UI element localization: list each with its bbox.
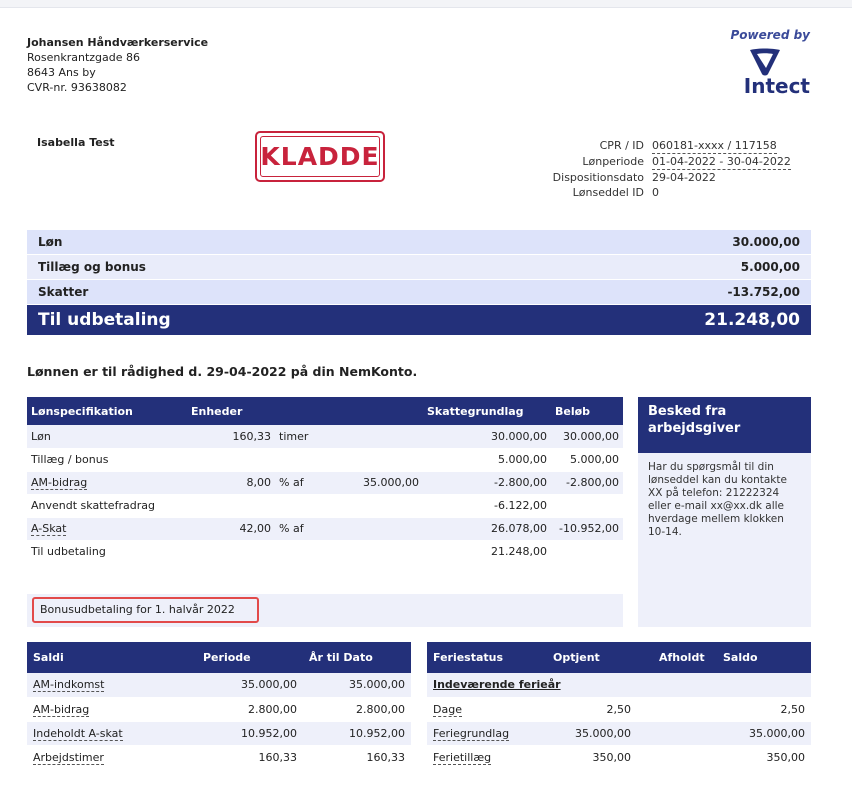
salary-specification-table xyxy=(27,397,623,564)
table-row: Løn 160,33 timer 30.000,00 30.000,00 xyxy=(27,425,623,448)
table-row: Arbejdstimer 160,33 160,33 xyxy=(27,745,411,769)
meta-row-cpr: CPR / ID 060181-xxxx / 117158 xyxy=(599,139,777,152)
saldi-header-period: Periode xyxy=(197,642,303,673)
brand-name: Intect xyxy=(743,74,810,98)
ferie-days-link[interactable]: Dage xyxy=(427,697,547,721)
ferie-header-taken: Afholdt xyxy=(637,642,717,673)
meta-row-period: Lønperiode 01-04-2022 - 30-04-2022 xyxy=(582,155,791,168)
saldi-header-ytd: År til Dato xyxy=(303,642,411,673)
payslip-meta xyxy=(530,138,791,200)
company-address xyxy=(27,35,208,95)
company-street: Rosenkrantzgade 86 xyxy=(27,51,141,64)
spec-header-units: Enheder xyxy=(187,397,275,425)
am-bidrag-link[interactable]: AM-bidrag xyxy=(27,471,187,494)
intect-logo-icon xyxy=(748,46,782,76)
saldi-header-label: Saldi xyxy=(27,642,197,673)
employer-message-panel xyxy=(638,397,811,627)
employee-name: Isabella Test xyxy=(37,136,115,149)
saldi-table xyxy=(27,642,411,770)
top-bar xyxy=(0,0,852,8)
table-row: AM-bidrag 8,00 % af 35.000,00 -2.800,00 -2.800,00 xyxy=(27,471,623,494)
ferie-header-balance: Saldo xyxy=(717,642,811,673)
bonus-note: Bonusudbetaling for 1. halvår 2022 xyxy=(32,597,259,623)
payout-notice: Lønnen er til rådighed d. 29-04-2022 på din NemKonto. xyxy=(27,364,418,379)
meta-row-payslip-id: Lønseddel ID 0 xyxy=(572,186,659,199)
ferie-section-label: Indeværende ferieår xyxy=(433,678,561,692)
saldi-am-bidrag-link[interactable]: AM-bidrag xyxy=(27,697,197,721)
company-city: 8643 Ans by xyxy=(27,66,96,79)
table-row: Feriegrundlag 35.000,00 35.000,00 xyxy=(427,721,811,745)
saldi-a-skat-link[interactable]: Indeholdt A-skat xyxy=(27,721,197,745)
summary-row-bonus: Tillæg og bonus 5.000,00 xyxy=(27,255,811,279)
table-row: Dage 2,50 2,50 xyxy=(427,697,811,721)
saldi-header-row xyxy=(27,642,411,673)
summary-row-payout: Til udbetaling 21.248,00 xyxy=(27,305,811,335)
draft-stamp-text: KLADDE xyxy=(260,136,380,177)
table-row: AM-bidrag 2.800,00 2.800,00 xyxy=(27,697,411,721)
spec-header-row xyxy=(27,397,623,425)
table-row: Indeholdt A-skat 10.952,00 10.952,00 xyxy=(27,721,411,745)
ferie-base-link[interactable]: Feriegrundlag xyxy=(427,721,547,745)
summary-block xyxy=(27,230,811,336)
table-row: A-Skat 42,00 % af 26.078,00 -10.952,00 xyxy=(27,517,623,540)
a-skat-link[interactable]: A-Skat xyxy=(27,517,187,540)
company-cvr: CVR-nr. 93638082 xyxy=(27,81,127,94)
summary-row-taxes: Skatter -13.752,00 xyxy=(27,280,811,304)
spec-header-amount: Beløb xyxy=(551,397,623,425)
employer-message-body: Har du spørgsmål til din lønseddel kan du kontakte XX på telefon: 21222324 eller e-mail xx@xx.dk alle hverdage mellem klokken 10-14. xyxy=(648,461,787,538)
summary-row-salary: Løn 30.000,00 xyxy=(27,230,811,254)
table-row: Anvendt skattefradrag -6.122,00 xyxy=(27,494,623,517)
employer-message-title: Besked fra arbejdsgiver xyxy=(638,397,811,453)
table-row: Tillæg / bonus 5.000,00 5.000,00 xyxy=(27,448,623,471)
spec-header-base xyxy=(347,397,423,425)
draft-stamp xyxy=(255,131,385,182)
ferie-header-row xyxy=(427,642,811,673)
meta-row-disposition: Dispositionsdato 29-04-2022 xyxy=(552,171,716,184)
ferie-header-label: Feriestatus xyxy=(427,642,547,673)
powered-by-label: Powered by xyxy=(730,28,810,42)
saldi-am-indkomst-link[interactable]: AM-indkomst xyxy=(27,673,197,697)
company-name: Johansen Håndværkerservice xyxy=(27,36,209,49)
intect-logo xyxy=(720,28,810,98)
table-row: Til udbetaling 21.248,00 xyxy=(27,540,623,563)
spec-header-blank xyxy=(275,397,347,425)
ferie-header-earned: Optjent xyxy=(547,642,637,673)
ferie-allowance-link[interactable]: Ferietillæg xyxy=(427,745,547,769)
spec-header-label: Lønspecifikation xyxy=(27,397,187,425)
holiday-status-table xyxy=(427,642,811,770)
spec-header-tax-base: Skattegrundlag xyxy=(423,397,551,425)
table-row: Ferietillæg 350,00 350,00 xyxy=(427,745,811,769)
table-row: AM-indkomst 35.000,00 35.000,00 xyxy=(27,673,411,697)
table-row xyxy=(427,673,811,697)
saldi-work-hours-link[interactable]: Arbejdstimer xyxy=(27,745,197,769)
